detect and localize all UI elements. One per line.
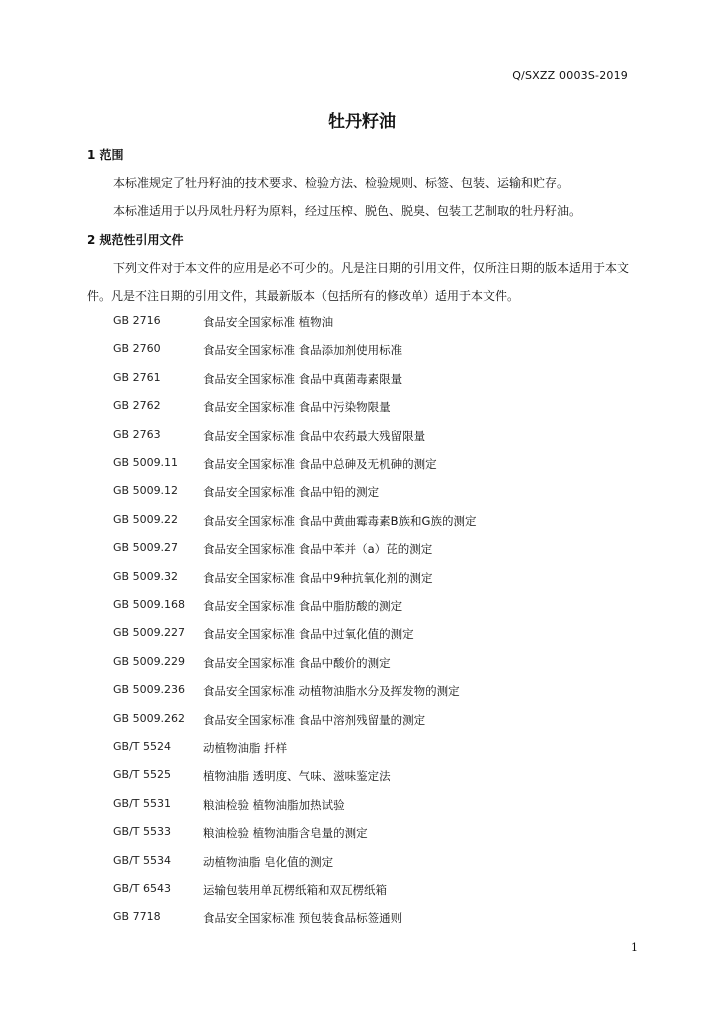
reference-code: GB 2763 [113, 427, 161, 441]
reference-item [0, 570, 724, 588]
reference-code: GB 5009.236 [113, 683, 186, 697]
reference-title: 粮油检验 植物油脂加热试验 [203, 797, 345, 812]
reference-title: 食品安全国家标准 食品中脂肪酸的测定 [203, 599, 403, 613]
reference-title: 动植物油脂 扦样 [203, 741, 288, 755]
section-heading-normative-references: 2 规范性引用文件 [87, 233, 184, 247]
reference-title: 食品安全国家标准 食品中酸价的测定 [203, 655, 391, 670]
reference-title: 运输包装用单瓦楞纸箱和双瓦楞纸箱 [203, 883, 387, 897]
reference-title: 粮油检验 植物油脂含皂量的测定 [203, 826, 368, 841]
reference-item [0, 825, 724, 843]
reference-item [0, 598, 724, 616]
reference-item [0, 513, 724, 531]
reference-code: GB/T 5534 [113, 853, 171, 867]
reference-item [0, 882, 724, 900]
reference-code: GB 5009.168 [113, 598, 186, 611]
reference-title: 食品安全国家标准 动植物油脂水分及挥发物的测定 [203, 684, 460, 699]
reference-title: 食品安全国家标准 食品中苯并（a）芘的测定 [203, 542, 433, 557]
reference-title: 植物油脂 透明度、气味、滋味鉴定法 [203, 769, 391, 784]
reference-code: GB 5009.227 [113, 626, 186, 640]
scope-paragraph-1: 本标准规定了牡丹籽油的技术要求、检验方法、检验规则、标签、包装、运输和贮存。 [113, 176, 570, 190]
reference-title: 食品安全国家标准 食品中黄曲霉毒素B族和G族的测定 [203, 513, 477, 528]
reference-item [0, 655, 724, 673]
page-number: 1 [631, 941, 638, 954]
reference-item [0, 768, 724, 786]
reference-item [0, 456, 724, 474]
references-intro-line-1: 下列文件对于本文件的应用是必不可少的。凡是注日期的引用文件，仅所注日期的版本适用于本文 [113, 261, 630, 275]
reference-title: 食品安全国家标准 食品中溶剂残留量的测定 [203, 712, 426, 727]
reference-code: GB 5009.22 [113, 512, 179, 526]
reference-item [0, 371, 724, 389]
reference-title: 动植物油脂 皂化值的测定 [203, 854, 334, 869]
reference-code: GB 2760 [113, 342, 161, 356]
reference-code: GB/T 5524 [113, 740, 171, 753]
reference-item [0, 626, 724, 644]
reference-item [0, 797, 724, 815]
document-title: 牡丹籽油 [328, 112, 396, 132]
reference-code: GB 2761 [113, 370, 161, 384]
section-heading-scope: 1 范围 [87, 148, 124, 162]
references-intro-line-2: 件。凡是不注日期的引用文件，其最新版本（包括所有的修改单）适用于本文件。 [87, 289, 520, 303]
reference-item [0, 399, 724, 417]
reference-code: GB/T 5525 [113, 768, 171, 782]
reference-code: GB 5009.27 [113, 541, 179, 555]
reference-item [0, 740, 724, 758]
reference-item [0, 428, 724, 446]
reference-code: GB 5009.12 [113, 484, 179, 498]
reference-title: 食品安全国家标准 食品中农药最大残留限量 [203, 428, 426, 443]
reference-code: GB 5009.262 [113, 711, 186, 725]
reference-item [0, 314, 724, 332]
reference-code: GB/T 5533 [113, 825, 171, 839]
reference-code: GB/T 6543 [113, 882, 171, 895]
reference-title: 食品安全国家标准 植物油 [203, 315, 334, 329]
reference-title: 食品安全国家标准 预包装食品标签通则 [203, 911, 403, 926]
reference-item [0, 683, 724, 701]
reference-title: 食品安全国家标准 食品中污染物限量 [203, 400, 391, 415]
reference-code: GB 5009.32 [113, 569, 179, 583]
reference-code: GB 7718 [113, 910, 161, 924]
reference-code: GB/T 5531 [113, 796, 171, 810]
reference-title: 食品安全国家标准 食品中总砷及无机砷的测定 [203, 457, 437, 471]
reference-item [0, 712, 724, 730]
document-code: Q/SXZZ 0003S-2019 [512, 69, 628, 82]
reference-title: 食品安全国家标准 食品中过氧化值的测定 [203, 627, 414, 642]
reference-title: 食品安全国家标准 食品中铅的测定 [203, 485, 380, 500]
reference-item [0, 484, 724, 502]
reference-code: GB 2762 [113, 399, 161, 413]
reference-item [0, 342, 724, 360]
reference-item [0, 541, 724, 559]
reference-title: 食品安全国家标准 食品中9种抗氧化剂的测定 [203, 570, 433, 585]
reference-code: GB 5009.229 [113, 654, 186, 668]
scope-paragraph-2: 本标准适用于以丹凤牡丹籽为原料，经过压榨、脱色、脱臭、包装工艺制取的牡丹籽油。 [113, 204, 582, 218]
reference-item [0, 854, 724, 872]
reference-code: GB 5009.11 [113, 456, 179, 469]
reference-item [0, 910, 724, 928]
reference-title: 食品安全国家标准 食品中真菌毒素限量 [203, 371, 403, 386]
reference-code: GB 2716 [113, 314, 161, 327]
reference-title: 食品安全国家标准 食品添加剂使用标准 [203, 343, 403, 358]
